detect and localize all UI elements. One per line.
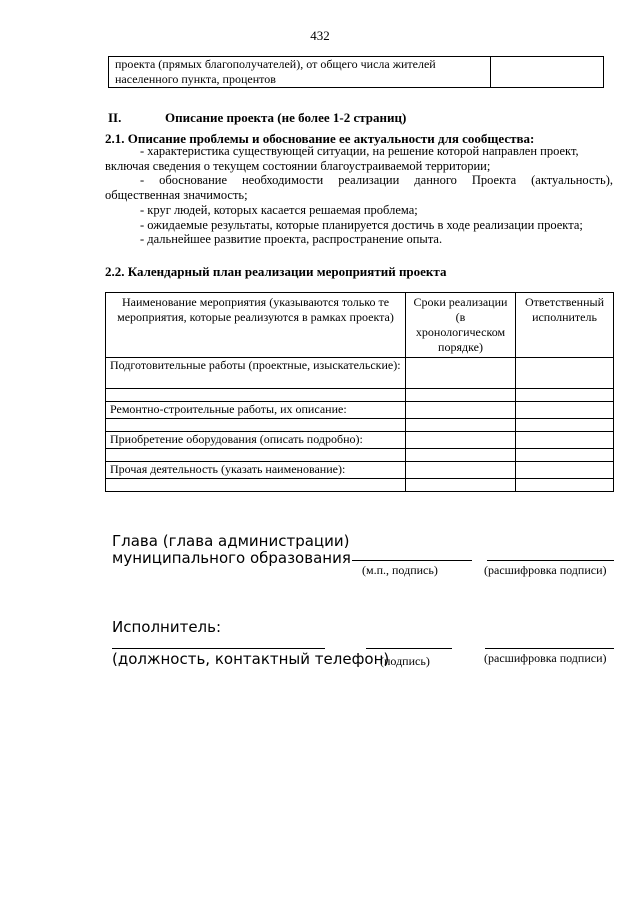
responsible-cell [516,389,614,402]
top-table-text-cell [109,57,491,88]
table-row [106,462,614,479]
responsible-cell [516,432,614,449]
activity-cell [106,449,406,462]
responsible-cell [516,402,614,419]
list-item: - ожидаемые результаты, которые планируется достичь в ходе реализации проекта; [140,217,583,232]
period-cell [406,358,516,389]
table-row [106,479,614,492]
period-cell [406,402,516,419]
executor-label: Исполнитель: [112,618,222,636]
section-title: Описание проекта (не более 1-2 страниц) [165,110,407,125]
plan-table [105,292,614,492]
table-row [106,402,614,419]
responsible-cell [516,462,614,479]
table-row [106,432,614,449]
period-cell [406,419,516,432]
executor-position-caption: (должность, контактный телефон) [112,650,390,668]
period-cell [406,462,516,479]
plan-table-header-row [106,293,614,358]
table-row [109,57,604,88]
list-item: общественная значимость; [105,188,248,203]
period-cell [406,389,516,402]
header-period: Сроки реализации (в хронологическом порядке) [406,293,516,358]
period-cell [406,449,516,462]
activity-cell [106,419,406,432]
header-responsible: Ответственный исполнитель [516,293,614,358]
head-label-line1: Глава (глава администрации) [112,532,350,550]
list-item: - круг людей, которых касается решаемая проблема; [140,202,418,217]
subsection-2-title: 2.2. Календарный план реализации мероприятий проекта [105,264,447,279]
head-decode-line [487,560,614,561]
table-row [106,449,614,462]
activity-cell [106,479,406,492]
executor-signature-line [366,648,452,649]
executor-decode-line [485,648,614,649]
subsection-1-list [105,144,613,247]
period-cell [406,479,516,492]
list-item: включая сведения о текущем состоянии благоустраиваемой территории; [105,158,491,173]
top-table [108,56,604,88]
list-item: - характеристика существующей ситуации, на решение которой направлен проект, [140,144,579,158]
table-row [106,389,614,402]
head-signature-line [352,560,472,561]
table-row [106,419,614,432]
activity-cell: Приобретение оборудования (описать подробно): [106,432,406,449]
head-decode-caption: (расшифровка подписи) [484,563,607,577]
responsible-cell [516,419,614,432]
activity-cell: Прочая деятельность (указать наименование): [106,462,406,479]
responsible-cell [516,358,614,389]
page-number: 432 [310,28,330,43]
list-item: - обоснование необходимости реализации данного Проекта (актуальность), [140,173,613,188]
executor-position-line [112,648,325,649]
head-signature-caption: (м.п., подпись) [362,563,438,577]
top-table-text-line2: населенного пункта, процентов [115,72,276,86]
head-label-line2: муниципального образования [112,549,351,567]
activity-cell: Ремонтно-строительные работы, их описание: [106,402,406,419]
section-number: II. [108,110,122,125]
executor-signature-caption: (подпись) [380,654,430,668]
subsection-1-title: 2.1. Описание проблемы и обоснование ее актуальности для сообщества: [105,131,535,146]
top-table-text-line1: проекта (прямых благополучателей), от общего числа жителей [115,57,436,71]
top-table-value-cell [491,57,604,88]
responsible-cell [516,449,614,462]
table-row [106,358,614,389]
activity-cell [106,389,406,402]
header-activity: Наименование мероприятия (указываются только те мероприятия, которые реализуются в рамках проекта) [106,293,406,358]
list-item: - дальнейшее развитие проекта, распространение опыта. [140,232,443,247]
responsible-cell [516,479,614,492]
activity-cell: Подготовительные работы (проектные, изыскательские): [106,358,406,389]
period-cell [406,432,516,449]
executor-decode-caption: (расшифровка подписи) [484,651,607,665]
